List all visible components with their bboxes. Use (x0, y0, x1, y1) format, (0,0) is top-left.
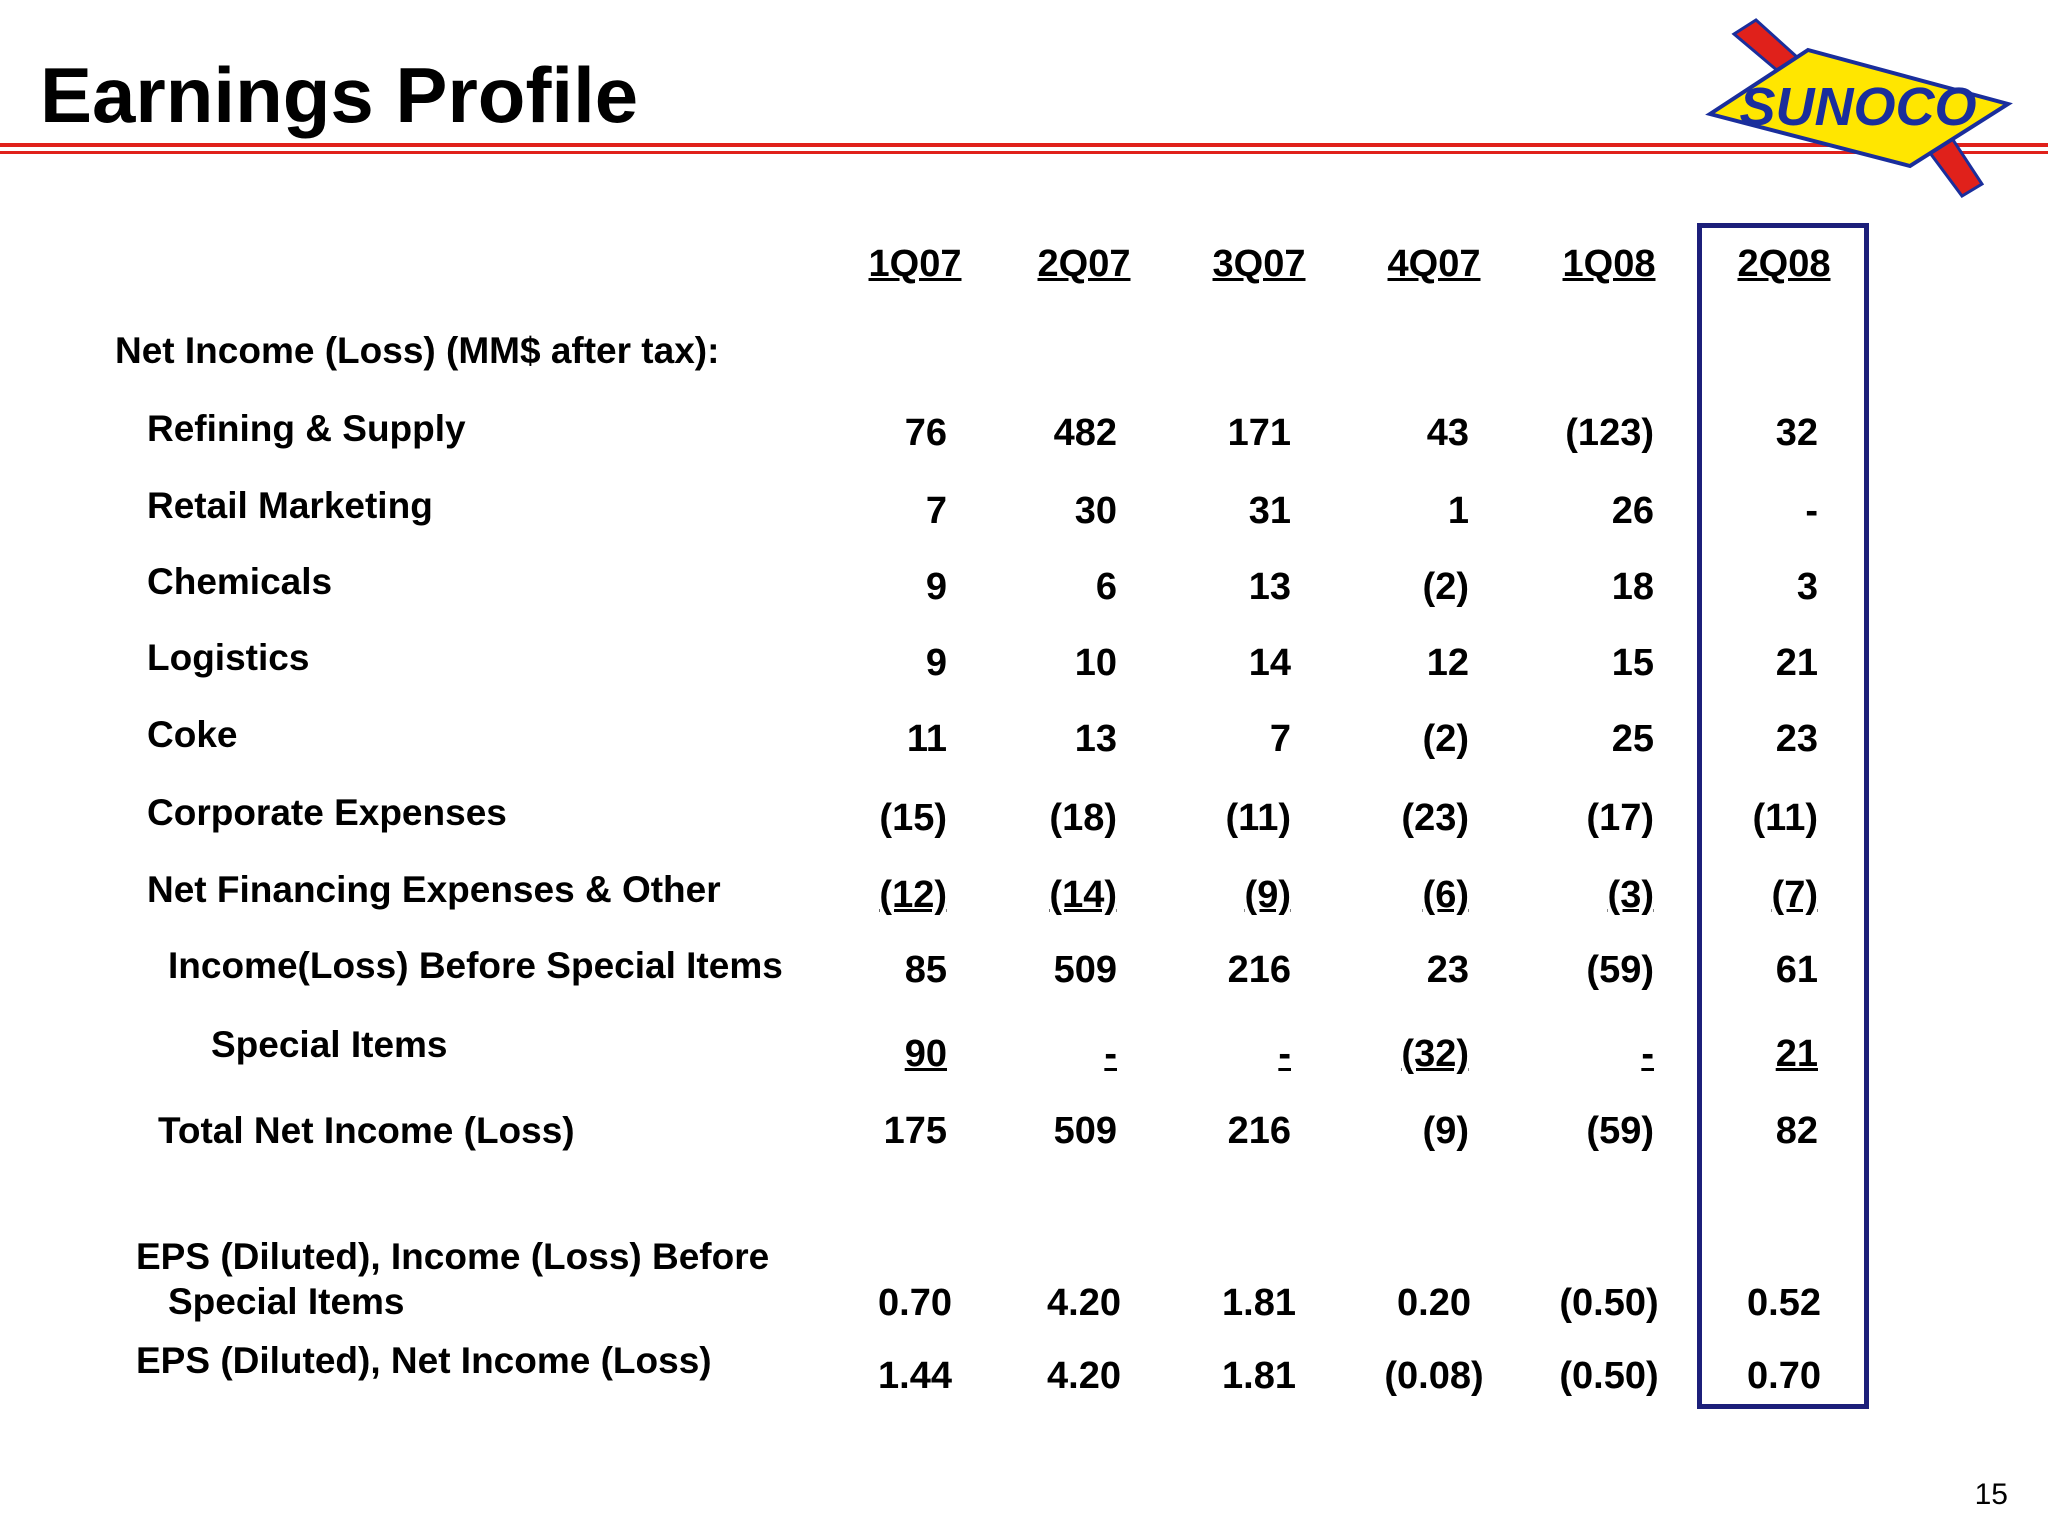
table-cell (1668, 874, 1818, 917)
table-cell (1319, 1110, 1469, 1153)
cell-value: (7) (1771, 874, 1818, 916)
cell-value: (17) (1586, 797, 1654, 839)
cell-value: (123) (1565, 412, 1654, 454)
row-label: Chemicals (147, 561, 333, 602)
table-cell (1319, 412, 1469, 455)
table-cell (967, 566, 1117, 609)
cell-value: (12) (879, 874, 947, 916)
cell-value: (11) (1225, 797, 1291, 839)
table-cell (1504, 874, 1654, 917)
eps-label: EPS (Diluted), Income (Loss) Before (136, 1236, 770, 1277)
cell-value: (2) (1422, 718, 1469, 760)
cell-value: 11 (906, 718, 947, 760)
table-cell (797, 566, 947, 609)
table-cell (797, 412, 947, 455)
row-label: Retail Marketing (147, 485, 433, 526)
cell-value: (32) (1401, 1033, 1469, 1075)
cell-value: (59) (1586, 1110, 1654, 1152)
table-cell (967, 949, 1117, 992)
table-cell (1504, 1110, 1654, 1153)
cell-value: 32 (1775, 412, 1818, 454)
table-cell (967, 642, 1117, 685)
table-cell (1319, 797, 1469, 840)
column-header: 2Q08 (1737, 243, 1831, 285)
table-cell (1141, 566, 1291, 609)
table-cell (797, 874, 947, 917)
row-label: Coke (147, 714, 238, 755)
cell-value: 216 (1227, 1110, 1291, 1152)
table-cell (1504, 566, 1654, 609)
eps-cell: 1.44 (878, 1355, 952, 1397)
cell-value: 15 (1611, 642, 1654, 684)
cell-value: 31 (1248, 490, 1291, 532)
table-cell (1504, 797, 1654, 840)
cell-value: (15) (879, 797, 947, 839)
cell-value: 85 (904, 949, 947, 991)
column-header: 2Q07 (1037, 243, 1131, 285)
cell-value: 14 (1248, 642, 1291, 684)
cell-value: 25 (1611, 718, 1654, 760)
table-cell (1141, 1033, 1291, 1076)
eps-cell: (0.50) (1559, 1355, 1659, 1397)
cell-value: - (1104, 1033, 1117, 1075)
eps-label-continued: Special Items (168, 1281, 405, 1322)
table-cell (967, 490, 1117, 533)
table-cell (1141, 1110, 1291, 1153)
cell-value: - (1641, 1033, 1654, 1075)
table-cell (1319, 1033, 1469, 1076)
cell-value: (6) (1422, 874, 1469, 916)
cell-value: 21 (1775, 642, 1818, 684)
table-cell (1504, 412, 1654, 455)
table-cell (1141, 797, 1291, 840)
cell-value: 1 (1447, 490, 1469, 532)
cell-value: 30 (1074, 490, 1117, 532)
cell-value: - (1278, 1033, 1291, 1075)
table-cell (797, 1110, 947, 1153)
eps-cell: 4.20 (1047, 1282, 1121, 1324)
cell-value: 18 (1611, 566, 1654, 608)
table-cell (1668, 797, 1818, 840)
cell-value: 23 (1775, 718, 1818, 760)
table-cell (1319, 718, 1469, 761)
cell-value: 10 (1074, 642, 1117, 684)
cell-value: 12 (1426, 642, 1469, 684)
cell-value: 76 (904, 412, 947, 454)
cell-value: 9 (925, 566, 947, 608)
page-number: 15 (1974, 1478, 2008, 1511)
eps-cell: 0.52 (1747, 1282, 1821, 1324)
table-cell (1504, 1033, 1654, 1076)
table-cell (797, 949, 947, 992)
table-cell (967, 412, 1117, 455)
cell-value: 509 (1053, 949, 1117, 991)
row-label: Logistics (147, 637, 310, 678)
column-header: 1Q08 (1562, 243, 1656, 285)
table-cell (1668, 490, 1818, 533)
eps-cell: 4.20 (1047, 1355, 1121, 1397)
row-label: Net Financing Expenses & Other (147, 869, 721, 910)
row-label: Income(Loss) Before Special Items (168, 945, 783, 986)
cell-value: 26 (1611, 490, 1654, 532)
table-cell (1141, 412, 1291, 455)
table-cell (1319, 949, 1469, 992)
row-label: Corporate Expenses (147, 792, 507, 833)
cell-value: 13 (1074, 718, 1117, 760)
table-cell (797, 1033, 947, 1076)
column-header: 4Q07 (1387, 243, 1481, 285)
table-cell (1141, 874, 1291, 917)
cell-value: 43 (1426, 412, 1469, 454)
eps-cell: (0.08) (1384, 1355, 1484, 1397)
cell-value: (2) (1422, 566, 1469, 608)
table-cell (1668, 642, 1818, 685)
cell-value: 7 (1269, 718, 1291, 760)
column-header: 1Q07 (868, 243, 962, 285)
cell-value: (9) (1244, 874, 1291, 916)
cell-value: (14) (1049, 874, 1117, 916)
cell-value: 9 (925, 642, 947, 684)
table-cell (1319, 490, 1469, 533)
logo-text: SUNOCO (1739, 77, 1977, 137)
eps-label: EPS (Diluted), Net Income (Loss) (136, 1340, 712, 1381)
cell-value: 7 (925, 490, 947, 532)
table-cell (1504, 642, 1654, 685)
table-cell (1141, 718, 1291, 761)
table-cell (1668, 566, 1818, 609)
cell-value: 3 (1796, 566, 1818, 608)
table-cell (797, 797, 947, 840)
table-cell (1141, 642, 1291, 685)
table-cell (1668, 949, 1818, 992)
cell-value: (11) (1752, 797, 1818, 839)
table-cell (1504, 718, 1654, 761)
sunoco-logo (1700, 14, 2020, 200)
table-cell (1141, 949, 1291, 992)
table-cell (1668, 1110, 1818, 1153)
table-cell (967, 874, 1117, 917)
cell-value: 216 (1227, 949, 1291, 991)
table-cell (1319, 874, 1469, 917)
column-header: 3Q07 (1212, 243, 1306, 285)
table-cell (1504, 949, 1654, 992)
cell-value: 82 (1775, 1110, 1818, 1152)
table-cell (797, 490, 947, 533)
cell-value: 13 (1248, 566, 1291, 608)
table-cell (1141, 490, 1291, 533)
table-cell (797, 718, 947, 761)
cell-value: (9) (1422, 1110, 1469, 1152)
table-cell (1668, 1033, 1818, 1076)
cell-value: (59) (1586, 949, 1654, 991)
cell-value: (3) (1607, 874, 1654, 916)
eps-cell: (0.50) (1559, 1282, 1659, 1324)
cell-value: 175 (883, 1110, 947, 1152)
table-cell (967, 1033, 1117, 1076)
row-label: Total Net Income (Loss) (158, 1110, 575, 1151)
cell-value: (18) (1049, 797, 1117, 839)
cell-value: (23) (1401, 797, 1469, 839)
table-cell (797, 642, 947, 685)
table-cell (1319, 642, 1469, 685)
table-cell (1668, 412, 1818, 455)
table-cell (967, 1110, 1117, 1153)
eps-cell: 1.81 (1222, 1355, 1296, 1397)
table-cell (967, 797, 1117, 840)
eps-cell: 0.70 (1747, 1355, 1821, 1397)
section-header: Net Income (Loss) (MM$ after tax): (115, 330, 720, 371)
row-label: Special Items (211, 1024, 448, 1065)
cell-value: 171 (1227, 412, 1291, 454)
cell-value: 61 (1775, 949, 1818, 991)
cell-value: 23 (1426, 949, 1469, 991)
row-label: Refining & Supply (147, 408, 466, 449)
cell-value: 509 (1053, 1110, 1117, 1152)
cell-value: - (1805, 490, 1818, 532)
eps-cell: 0.70 (878, 1282, 952, 1324)
eps-cell: 0.20 (1397, 1282, 1471, 1324)
table-cell (1319, 566, 1469, 609)
page-title: Earnings Profile (40, 51, 639, 139)
eps-cell: 1.81 (1222, 1282, 1296, 1324)
cell-value: 21 (1775, 1033, 1818, 1075)
cell-value: 482 (1053, 412, 1117, 454)
cell-value: 6 (1095, 566, 1117, 608)
table-cell (1668, 718, 1818, 761)
table-cell (967, 718, 1117, 761)
cell-value: 90 (904, 1033, 947, 1075)
table-cell (1504, 490, 1654, 533)
